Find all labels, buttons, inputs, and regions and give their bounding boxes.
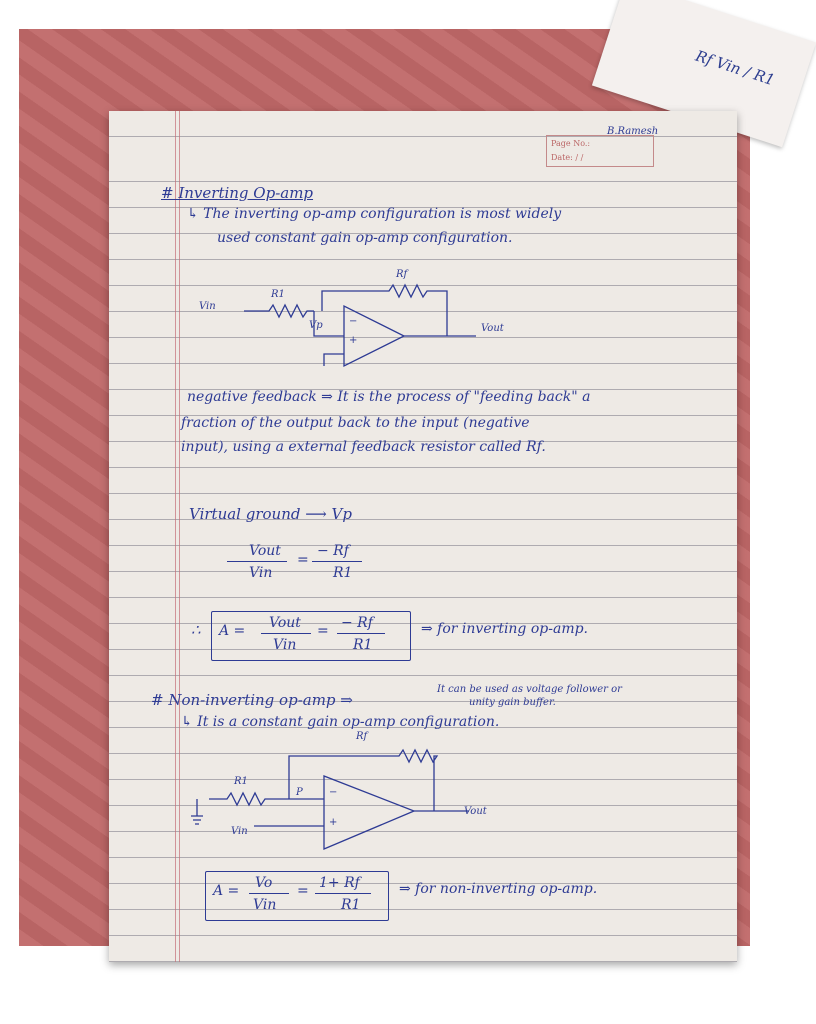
ni-gain-a-label: A = bbox=[213, 883, 240, 899]
inv-gain-bar1 bbox=[261, 633, 311, 634]
inv-gain-bar2 bbox=[337, 633, 385, 634]
feedback-line3: input), using a external feedback resistor called Rf. bbox=[181, 439, 546, 455]
inv-gain-num1: Vout bbox=[269, 615, 301, 631]
date-label: Date: / / bbox=[551, 153, 584, 162]
vg-fraction-bar bbox=[227, 561, 287, 562]
ni-gain-bar2 bbox=[315, 893, 371, 894]
page-header-box bbox=[546, 135, 654, 167]
ni-side-note2: unity gain buffer. bbox=[469, 697, 556, 708]
ni-gain-bar1 bbox=[249, 893, 289, 894]
ni-gain-num2: 1+ Rf bbox=[319, 875, 360, 891]
feedback-line2: fraction of the output back to the input (negative bbox=[181, 415, 530, 431]
ni-minus-label: − bbox=[329, 787, 338, 798]
inv-gain-equals: = bbox=[317, 623, 329, 639]
ni-gain-den2: R1 bbox=[341, 897, 361, 913]
ni-side-note1: It can be used as voltage follower or bbox=[437, 684, 622, 695]
inverting-line1: ↳ The inverting op-amp configuration is most widely bbox=[187, 206, 562, 222]
inv-minus-label: − bbox=[349, 316, 358, 327]
author-name: B.Ramesh bbox=[607, 126, 659, 137]
inverting-heading: # Inverting Op-amp bbox=[161, 184, 314, 202]
margin-line bbox=[175, 111, 176, 962]
ni-plus-label: + bbox=[329, 817, 338, 828]
ni-gain-num1: Vo bbox=[255, 875, 273, 891]
vg-equals: = bbox=[297, 552, 309, 568]
inv-vout-label: Vout bbox=[481, 323, 504, 334]
vg-rhs-denominator: R1 bbox=[333, 565, 353, 581]
inv-gain-note: ⇒ for inverting op-amp. bbox=[421, 621, 589, 637]
page-no-label: Page No.: bbox=[551, 139, 591, 148]
margin-line bbox=[179, 111, 180, 962]
photo-background bbox=[19, 29, 777, 946]
inv-plus-label: + bbox=[349, 335, 358, 346]
virtual-ground-title: Virtual ground ⟶ Vp bbox=[189, 505, 352, 523]
ni-rf-label: Rf bbox=[356, 731, 368, 742]
inv-r1-label: R1 bbox=[271, 289, 285, 300]
vg-rhs-fraction-bar bbox=[312, 561, 362, 562]
inv-gain-num2: − Rf bbox=[341, 615, 373, 631]
notebook-page bbox=[109, 111, 737, 962]
inv-gain-den2: R1 bbox=[353, 637, 373, 653]
vg-numerator: Vout bbox=[249, 543, 281, 559]
corner-note: Rf Vin / R1 bbox=[693, 46, 777, 90]
inv-vp-label: Vp bbox=[309, 320, 323, 331]
ni-vin-label: Vin bbox=[231, 826, 248, 837]
ni-gain-den1: Vin bbox=[253, 897, 277, 913]
inv-vin-label: Vin bbox=[199, 301, 216, 312]
vg-denominator: Vin bbox=[249, 565, 273, 581]
ni-vout-label: Vout bbox=[464, 806, 487, 817]
therefore-symbol: ∴ bbox=[191, 621, 201, 639]
ni-line1: ↳ It is a constant gain op-amp configuration. bbox=[181, 714, 500, 730]
inverting-circuit-diagram bbox=[214, 266, 544, 376]
non-inverting-heading: # Non-inverting op-amp ⇒ bbox=[151, 691, 353, 709]
vg-rhs-numerator: − Rf bbox=[317, 543, 349, 559]
ni-gain-equals: = bbox=[297, 883, 309, 899]
inv-rf-label: Rf bbox=[396, 269, 408, 280]
ni-r1-label: R1 bbox=[234, 776, 248, 787]
feedback-line1: negative feedback ⇒ It is the process of "feeding back" a bbox=[187, 389, 591, 405]
ni-p-label: P bbox=[296, 787, 303, 798]
inv-gain-den1: Vin bbox=[273, 637, 297, 653]
ni-gain-note: ⇒ for non-inverting op-amp. bbox=[399, 881, 598, 897]
inv-gain-a-label: A = bbox=[219, 623, 246, 639]
inverting-line2: used constant gain op-amp configuration. bbox=[217, 230, 513, 246]
